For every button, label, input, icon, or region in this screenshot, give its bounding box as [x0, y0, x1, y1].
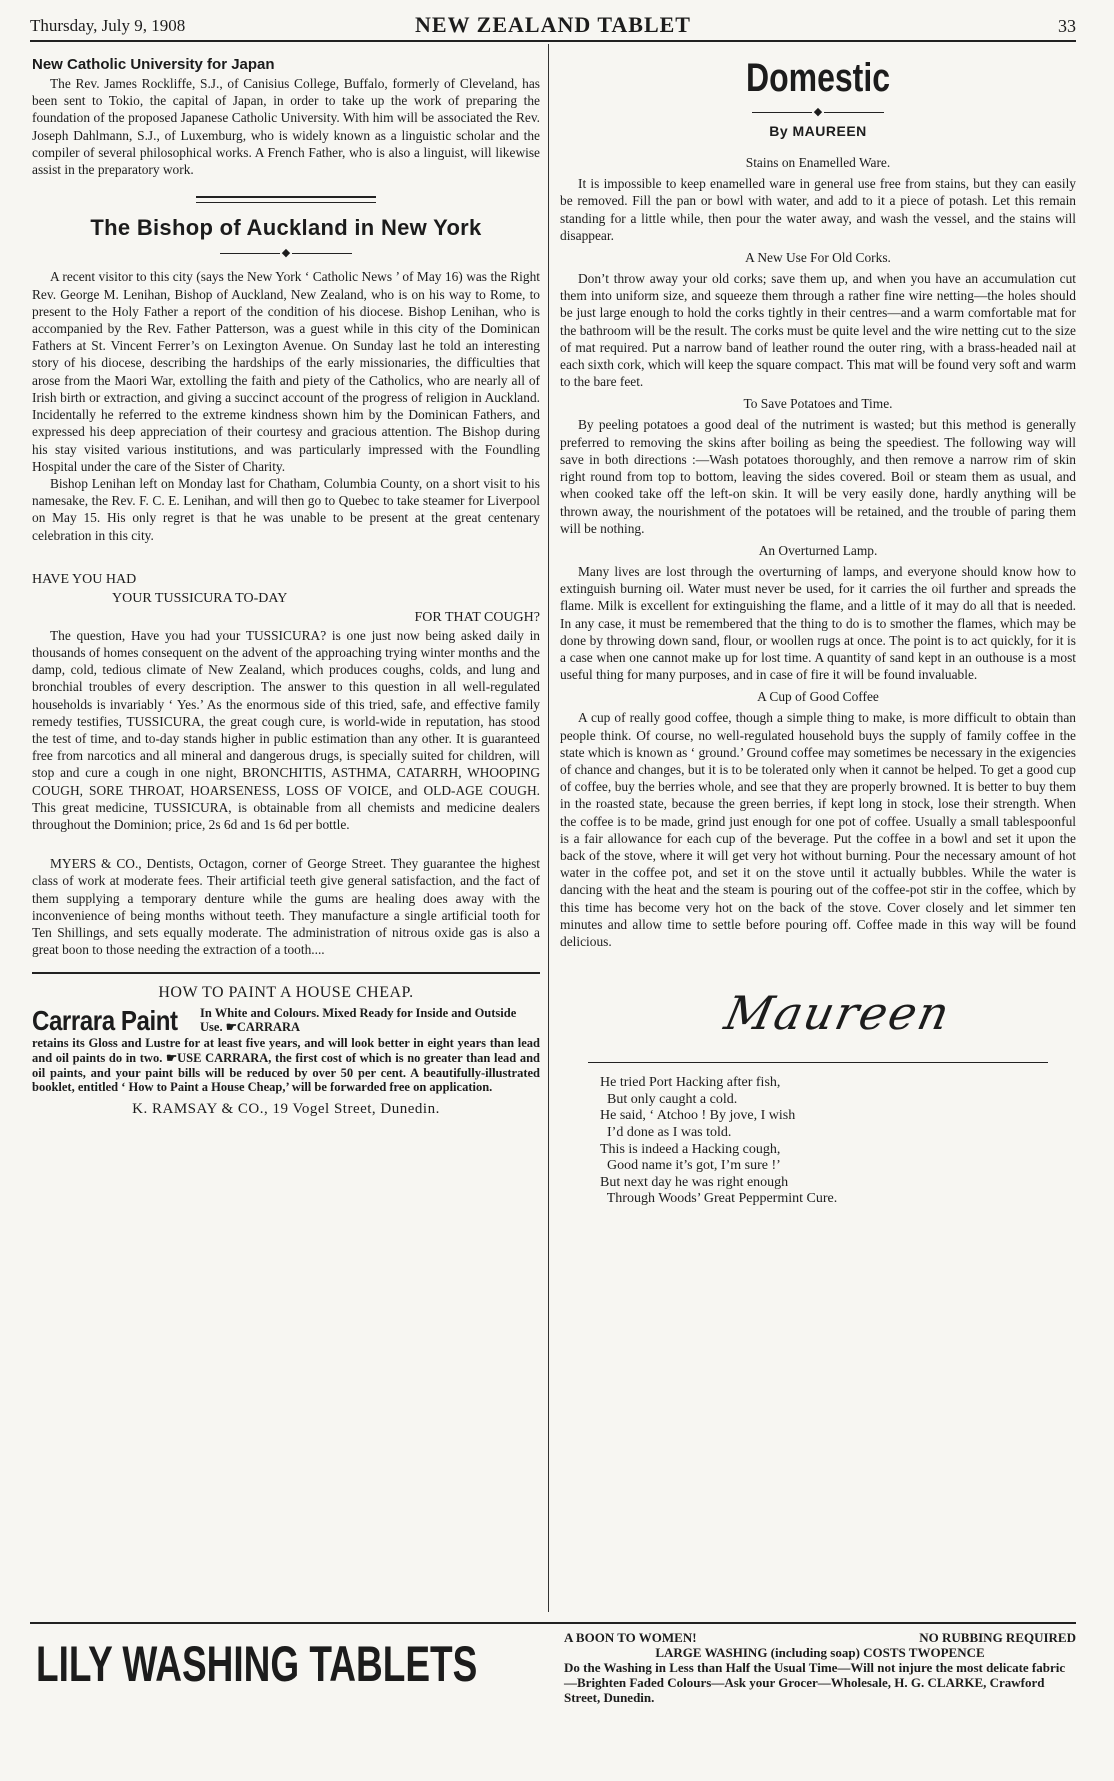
left-column	[32, 56, 540, 1118]
article-bishop-auckland	[32, 215, 540, 544]
masthead	[30, 10, 1076, 42]
ad-body: Do the Washing in Less than Half the Usual Time—Will not injure the most delicate fabric—Brighten Faded Colours—Ask your Grocer—Wholesale, H. G. CLARKE, Crawford Street, Dunedin.	[564, 1660, 1066, 1705]
subsection-title: An Overturned Lamp.	[758, 542, 878, 558]
poem-line: But next day he was right enough	[600, 1174, 789, 1190]
newspaper-title: NEW ZEALAND TABLET	[415, 12, 691, 37]
article-heading: New Catholic University for Japan	[32, 56, 275, 73]
ad-headline: NO RUBBING REQUIRED	[919, 1630, 1076, 1645]
ad-carrara-paint	[32, 972, 540, 1117]
ad-myers-dentists	[32, 855, 540, 958]
ad-boon-to-women	[564, 1630, 1076, 1705]
article-japan-university	[32, 56, 540, 178]
article-paragraph: A recent visitor to this city (says the New York ‘ Catholic News ’ of May 16) was the Right Rev. George M. Lenihan, Bishop of Auckland, New Zealand, who is on his way to Rome, to present to the Holy Father a report of the condition of his diocese. Bishop Lenihan, who is accompanied by the Rev. Father Patterson, was a guest while in this city of the Dominican Fathers at St. Vincent Ferrer’s on Lexington Avenue. On Sunday last he told an interesting story of his diocese, describing the hardships of the early missionaries, the difficulties that arose from the Maori War, extolling the faith and piety of the Catholics, who are nearly all of Irish birth or extraction, and giving a succinct account of the progress of religion in Auckland. Incidentally he referred to the extreme kindness shown him by the Dominican Fathers, and expressed his deep appreciation of their courtesy and gracious attention. The Bishop during his stay visited various institutions, and was particularly impressed with the Foundling Hospital under the care of the Sister of Charity.	[32, 269, 540, 474]
poem-line: He said, ‘ Atchoo ! By jove, I wish	[600, 1108, 796, 1124]
section-divider	[196, 196, 376, 203]
ornament-divider: ◆	[560, 104, 1076, 119]
ad-body: The question, Have you had your TUSSICURA? is one just now being asked daily in thousands of homes consequent on the advent of the approaching trying winter months and the damp, cold, tedious climate of New Zealand, which produces coughs, colds, and lung and bronchial troubles of every description. The answer to this question in all well-regulated households is invariably ‘ Yes.’ As the enormous side of this tried, safe, and effective family remedy testifies, TUSSICURA, the great cough cure, is world-wide in reputation, has stood the test of time, and to-day stands higher in public estimation than any other. It is guaranteed free from narcotics and all mineral and dangerous drugs, is specially suited for children, will stop and cure a cough in one night, BRONCHITIS, ASTHMA, CATARRH, WHOOPING COUGH, SORE THROAT, HOARSENESS, LOSS OF VOICE, and OLD-AGE COUGH. This great medicine, TUSSICURA, is obtainable from all chemists and medicine dealers throughout the Dominion; price, 2s 6d and 1s 6d per bottle.	[32, 627, 540, 832]
subsection-title: A New Use For Old Corks.	[745, 250, 891, 266]
subsection-title: A Cup of Good Coffee	[757, 689, 879, 705]
byline: By MAUREEN	[769, 123, 867, 140]
section-title: Domestic	[745, 56, 891, 100]
poem-divider	[588, 1062, 1048, 1063]
poem-line: I’d done as I was told.	[600, 1124, 732, 1140]
ad-tussicura	[32, 570, 540, 833]
poem	[560, 1075, 1076, 1208]
ornament-divider: ◆	[32, 245, 540, 260]
poem-line: This is indeed a Hacking cough,	[600, 1141, 781, 1157]
ad-headline: A BOON TO WOMEN!	[564, 1630, 697, 1645]
issue-date: Thursday, July 9, 1908	[30, 16, 186, 35]
signature: Maureen	[720, 986, 956, 1041]
ad-tagline: In White and Colours. Mixed Ready for Inside and Outside Use. ☛CARRARA	[200, 1006, 517, 1035]
poem-line: But only caught a cold.	[600, 1091, 738, 1107]
subsection-title: Stains on Enamelled Ware.	[745, 155, 891, 171]
subsection-body: Don’t throw away your old corks; save them up, and when you have an accumulation cut them into uniform size, and squeeze them through a rather fine wire netting—the holes should be just large enough to hold the corks tightly in their centres—and a warm comfortable mat for the bathroom will be the result. The corks must be quite level and the wire netting cut to the size of mat required. Put a narrow band of leather round the outer ring, with a brass-headed nail at each sixth cork, which will keep the square compact. This mat will be found very soft and warm to the bare feet.	[560, 271, 1076, 390]
subsection-body: A cup of really good coffee, though a simple thing to make, is more difficult to obtain than people think. Of course, no well-regulated household buys the supply of family coffee in the state which is known as ‘ ground.’ Ground coffee may sometimes be necessary in the exigencies of chance and changes, but it is to be tolerated only when it cannot be helped. To get a good cup of coffee, buy the berries whole, and see that they are properly browned. It is better to buy them in the roasted state, because the green berries, if kept long in stock, lose their strength. When the coffee is to be made, grind just enough for one pot of coffee. Usually a small tablespoonful is a fair allowance for each cup of the beverage. Put the coffee in a bowl and set it upon the back of the stove, where it will get very hot without burning. Pour the necessary amount of hot water in the coffee pot, and set it on the stove until it actually bubbles. While the water is dancing with the heat and the steam is pouring out of the coffee-pot stir in the coffee, which by this time has become very hot on the back of the stove. Cover closely and let simmer ten minutes and allow time to settle before pouring off. Coffee made in this way will be found delicious.	[560, 710, 1076, 949]
page-number: 33	[1058, 16, 1076, 36]
subsection-body: By peeling potatoes a good deal of the nutriment is wasted; but this method is generally preferred to removing the skins after boiling as being the speediest. The following way will save in both directions :—Wash potatoes thoroughly, and then remove a narrow rim of skin right round from top to bottom, leaving the sides covered. Boil or steam them as usual, and when cooked take off the left-on skin. It will be very easily done, hardly anything will be thrown away, the nourishment of the potatoes will be retained, and the trouble of paring them will be nothing.	[560, 417, 1076, 536]
subsection-body: Many lives are lost through the overturning of lamps, and everyone should know how to extinguish burning oil. Water must never be used, for it carries the oil further and spreads the flame. Milk is excellent for extinguishing the flame, and a little of it may do all that is needed. In any case, it must be remembered that the thing to do is to smother the flames, which may be done by throwing down sand, flour, or woollen rugs at once. The point is to act quickly, for it is a case when one cannot make up for lost time. A quantity of sand kept in an outhouse is a most useful thing for many purposes, and in case of fire it will be found invaluable.	[560, 563, 1076, 683]
article-paragraph: Bishop Lenihan left on Monday last for Chatham, Columbia County, on a short visit to his namesake, the Rev. F. C. E. Lenihan, and will then go to Quebec to take steamer for Liverpool on May 15. His only regret is that he was unable to be present at the great centenary celebration in this city.	[32, 475, 540, 543]
footer-divider	[30, 1622, 1076, 1624]
ad-title: HOW TO PAINT A HOUSE CHEAP.	[158, 984, 414, 1002]
subsection-title: To Save Potatoes and Time.	[743, 396, 893, 412]
column-divider	[548, 44, 549, 1612]
ad-headline: HAVE YOU HAD YOUR TUSSICURA TO-DAY FOR THAT COUGH?	[32, 571, 540, 625]
poem-line: He tried Port Hacking after fish,	[600, 1075, 781, 1091]
article-heading: The Bishop of Auckland in New York	[90, 215, 482, 241]
ad-address: K. RAMSAY & CO., 19 Vogel Street, Dunedin.	[132, 1100, 440, 1117]
subsection-body: It is impossible to keep enamelled ware in general use free from stains, but they can easily be removed. Fill the pan or bowl with water, and add to it a piece of potash. Let this remain standing for a little while, then pour the water away, and wash the vessel, and the stains will disappear.	[560, 176, 1076, 243]
right-column	[560, 56, 1076, 1208]
article-body: The Rev. James Rockliffe, S.J., of Canisius College, Buffalo, formerly of Cleveland, has been sent to Tokio, the capital of Japan, in order to take up the work of preparing the foundation of the proposed Japanese Catholic University. With him will be associated the Rev. Joseph Dahlmann, S.J., of Luxemburg, who is widely known as a linguistic scholar and the compiler of several philosophical works. A French Father, who is also a linguist, will likewise assist in the preparatory work.	[32, 76, 540, 178]
ad-lily-washing-tablets: LILY WASHING TABLETS	[36, 1636, 478, 1692]
ad-brand: Carrara Paint	[32, 1005, 178, 1037]
ad-body: MYERS & CO., Dentists, Octagon, corner of George Street. They guarantee the highest class of work at moderate fees. Their artificial teeth give general satisfaction, and the fact of them supplying a temporary denture while the gums are healing does away with the inconvenience of being months without teeth. They manufacture a single artificial tooth for Ten Shillings, and sets equally moderate. The administration of nitrous oxide gas is also a great boon to those needing the extraction of a tooth....	[32, 856, 540, 958]
ad-subheadline: LARGE WASHING (including soap) COSTS TWOPENCE	[655, 1645, 985, 1660]
ad-body: retains its Gloss and Lustre for at least five years, and will look better in eight years than lead and oil paints do in two. ☛USE CARRARA, the first cost of which is no greater than lead and oil paints, and your paint bills will be reduced by over 50 per cent. A beautifully-illustrated booklet, entitled ‘ How to Paint a House Cheap,’ will be forwarded free on application.	[32, 1036, 540, 1095]
poem-line: Through Woods’ Great Peppermint Cure.	[600, 1191, 838, 1207]
poem-line: Good name it’s got, I’m sure !’	[600, 1158, 781, 1174]
